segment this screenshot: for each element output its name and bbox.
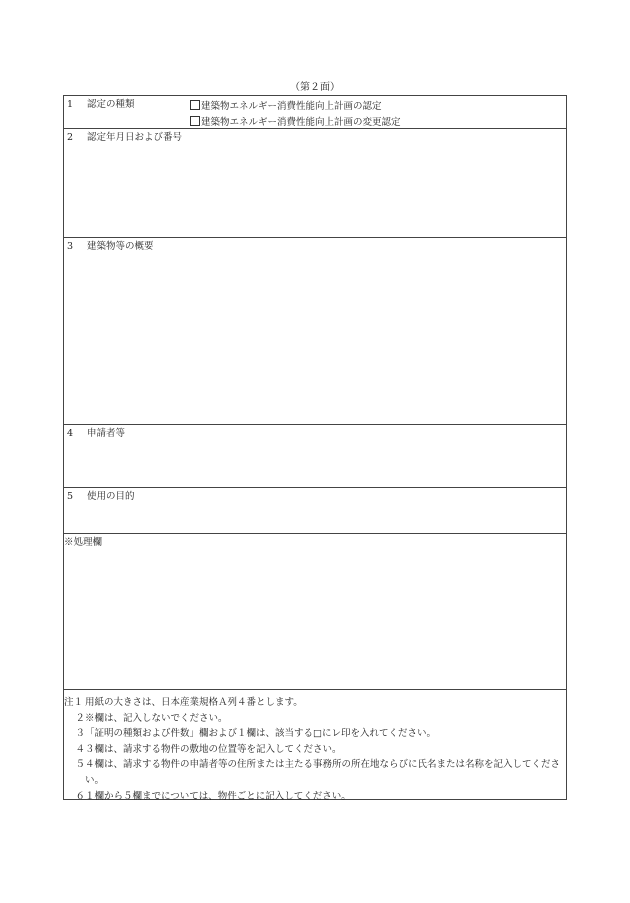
note-number: ５ bbox=[75, 759, 85, 771]
note-number: 注１ bbox=[64, 697, 84, 708]
section-label bbox=[67, 241, 154, 253]
note-item bbox=[64, 695, 566, 711]
section-label bbox=[67, 99, 135, 111]
page-label: （第２面） bbox=[290, 82, 340, 93]
section-label bbox=[67, 428, 125, 440]
section-number: 3 bbox=[67, 241, 74, 252]
row-purpose bbox=[64, 488, 566, 534]
section-title: 認定の種類 bbox=[87, 99, 135, 110]
option-label: 建築物エネルギー消費性能向上計画の認定 bbox=[201, 101, 382, 112]
note-number: ４ bbox=[75, 743, 85, 755]
note-text: ３欄は、請求する物件の敷地の位置等を記入してください。 bbox=[85, 743, 342, 755]
note-number: ２ bbox=[75, 712, 85, 724]
section-number: 2 bbox=[67, 132, 74, 143]
section-label bbox=[67, 491, 135, 503]
note-text: １欄から５欄までについては、物件ごとに記入してください。 bbox=[85, 790, 351, 802]
row-notes bbox=[64, 690, 566, 802]
note-text: ※欄は、記入しないでください。 bbox=[85, 712, 228, 724]
section-title: 申請者等 bbox=[87, 428, 126, 439]
processing-label: ※処理欄 bbox=[64, 537, 103, 548]
option-label: 建築物エネルギー消費性能向上計画の変更認定 bbox=[201, 117, 401, 128]
note-item bbox=[64, 789, 566, 805]
row-processing bbox=[64, 534, 566, 690]
cert-option-approval[interactable] bbox=[190, 99, 401, 115]
notes-list bbox=[64, 695, 566, 804]
note-number: ６ bbox=[75, 790, 85, 802]
note-item bbox=[64, 742, 566, 758]
section-title: 建築物等の概要 bbox=[87, 241, 154, 252]
section-label bbox=[67, 132, 182, 144]
section-title: 認定年月日および番号 bbox=[87, 132, 183, 143]
note-item bbox=[64, 757, 566, 788]
form-table bbox=[63, 95, 567, 800]
row-applicant bbox=[64, 425, 566, 488]
note-text: 「証明の種類および件数」欄および１欄は、該当する□にレ印を入れてください。 bbox=[85, 728, 436, 740]
section-title: 使用の目的 bbox=[87, 491, 135, 502]
note-number: ３ bbox=[75, 728, 85, 740]
section-number: 1 bbox=[67, 99, 74, 110]
checkbox-icon[interactable] bbox=[190, 100, 200, 110]
note-text: 用紙の大きさは、日本産業規格Ａ列４番とします。 bbox=[85, 697, 303, 708]
section-number: 4 bbox=[67, 428, 74, 439]
row-building-overview bbox=[64, 238, 566, 425]
note-text: ４欄は、請求する物件の申請者等の住所または主たる事務所の所在地ならびに氏名または名称を記入してください。 bbox=[85, 759, 561, 786]
row-approval-date bbox=[64, 129, 566, 238]
row-cert-type bbox=[64, 96, 566, 129]
section-number: 5 bbox=[67, 491, 74, 502]
checkbox-icon[interactable] bbox=[190, 116, 200, 126]
note-item bbox=[64, 726, 566, 742]
cert-type-options bbox=[190, 99, 401, 131]
note-item bbox=[64, 711, 566, 727]
